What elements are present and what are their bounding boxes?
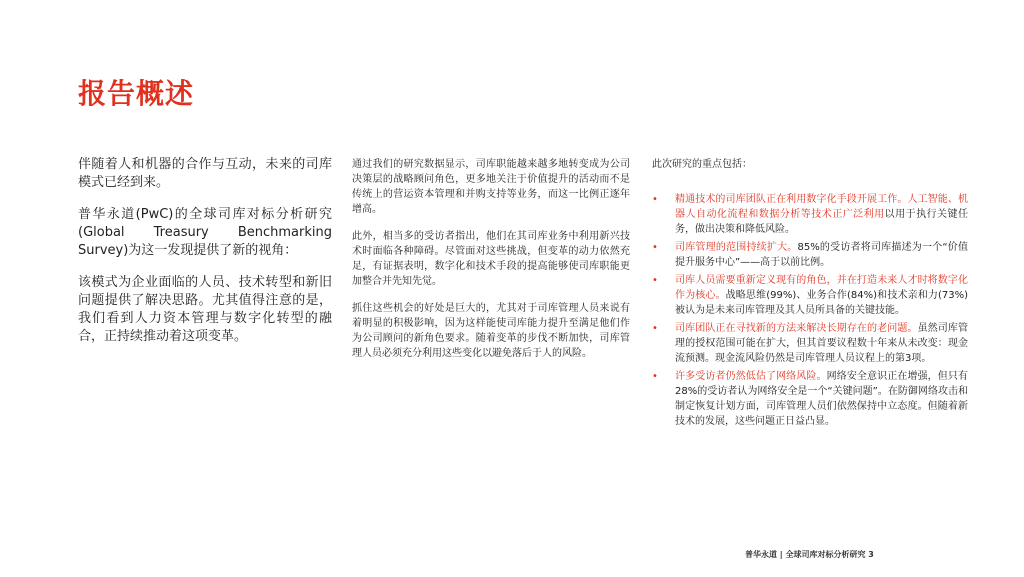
page-footer: 普华永道 | 全球司库对标分析研究 3 <box>745 550 874 559</box>
left-paragraph-3: 该模式为企业面临的人员、技术转型和新旧问题提供了解决思路。尤其值得注意的是，我们看到人力资本管理与数字化转型的融合，正持续推动着这项变革。 <box>78 275 332 344</box>
focus-item-highlight: 司库人员需要重新定义现有的角色，并在打造未来人才时将数字化作为核心。 <box>675 275 968 301</box>
page-title: 报告概述 <box>78 77 195 110</box>
focus-list <box>652 192 968 429</box>
left-paragraph-1: 伴随着人和机器的合作与互动，未来的司库模式已经到来。 <box>78 157 332 190</box>
bullet-icon: • <box>652 275 658 286</box>
focus-item <box>652 273 968 318</box>
focus-item-text: 以用于执行关键任务，做出决策和降低风险。 <box>675 209 969 235</box>
focus-item-highlight: 许多受访者仍然低估了网络风险。 <box>675 371 827 382</box>
focus-item-text: 战略思维(99%)、业务合作(84%)和技术亲和力(73%)被认为是未来司库管理及其人员所具备的关键技能。 <box>675 290 969 316</box>
focus-item-highlight: 司库管理的范围持续扩大。 <box>675 242 798 253</box>
focus-item <box>652 192 968 237</box>
focus-item <box>652 369 968 429</box>
focus-item-highlight: 精通技术的司库团队正在利用数字化手段开展工作。人工智能、机器人自动化流程和数据分析等技术正广泛利用 <box>675 194 968 220</box>
focus-item-text: 网络安全意识正在增强，但只有28%的受访者认为网络安全是一个“关键问题”。在防御网络攻击和制定恢复计划方面，司库管理人员们依然保持中立态度。但随着新技术的发展，这些问题正日益凸显。 <box>675 371 969 427</box>
bullet-icon: • <box>652 242 658 253</box>
focus-item <box>652 321 968 366</box>
focus-item-highlight: 司库团队正在寻找新的方法来解决长期存在的老问题。 <box>675 323 918 334</box>
middle-column <box>352 157 630 373</box>
left-column <box>78 156 332 360</box>
middle-paragraph-3: 抓住这些机会的好处是巨大的，尤其对于司库管理人员来说有着明显的积极影响，因为这样能使司库能力提升至满足他们作为公司顾问的新角色要求。随着变革的步伐不断加快，司库管理人员必须充分利用这些变化以避免落后于人的风险。 <box>352 303 630 359</box>
middle-paragraph-2: 此外，相当多的受访者指出，他们在其司库业务中利用新兴技术时面临各种障碍。尽管面对这些挑战，但变革的动力依然充足，有证据表明，数字化和技术手段的提高能够使司库职能更加整合并先知先觉。 <box>352 231 630 287</box>
bullet-icon: • <box>652 371 658 382</box>
focus-item-text: 虽然司库管理的授权范围可能在扩大，但其首要议程数十年来从未改变：现金流预测。现金流风险仍然是司库管理人员议程上的第3项。 <box>675 323 969 364</box>
right-column <box>652 157 968 432</box>
middle-paragraph-1: 通过我们的研究数据显示，司库职能越来越多地转变成为公司决策层的战略顾问角色，更多地关注于价值提升的活动而不是传统上的营运资本管理和并购支持等业务，而这一比例正逐年增高。 <box>352 159 630 215</box>
left-paragraph-2: 普华永道(PwC)的全球司库对标分析研究(Global Treasury Benchmarking Survey)为这一发现提供了新的视角： <box>78 207 332 258</box>
bullet-icon: • <box>652 194 658 205</box>
bullet-icon: • <box>652 323 658 334</box>
focus-item <box>652 240 968 270</box>
focus-intro: 此次研究的重点包括： <box>652 159 752 170</box>
focus-item-text: 85%的受访者将司库描述为一个“价值提升服务中心”——高于以前比例。 <box>675 242 968 268</box>
